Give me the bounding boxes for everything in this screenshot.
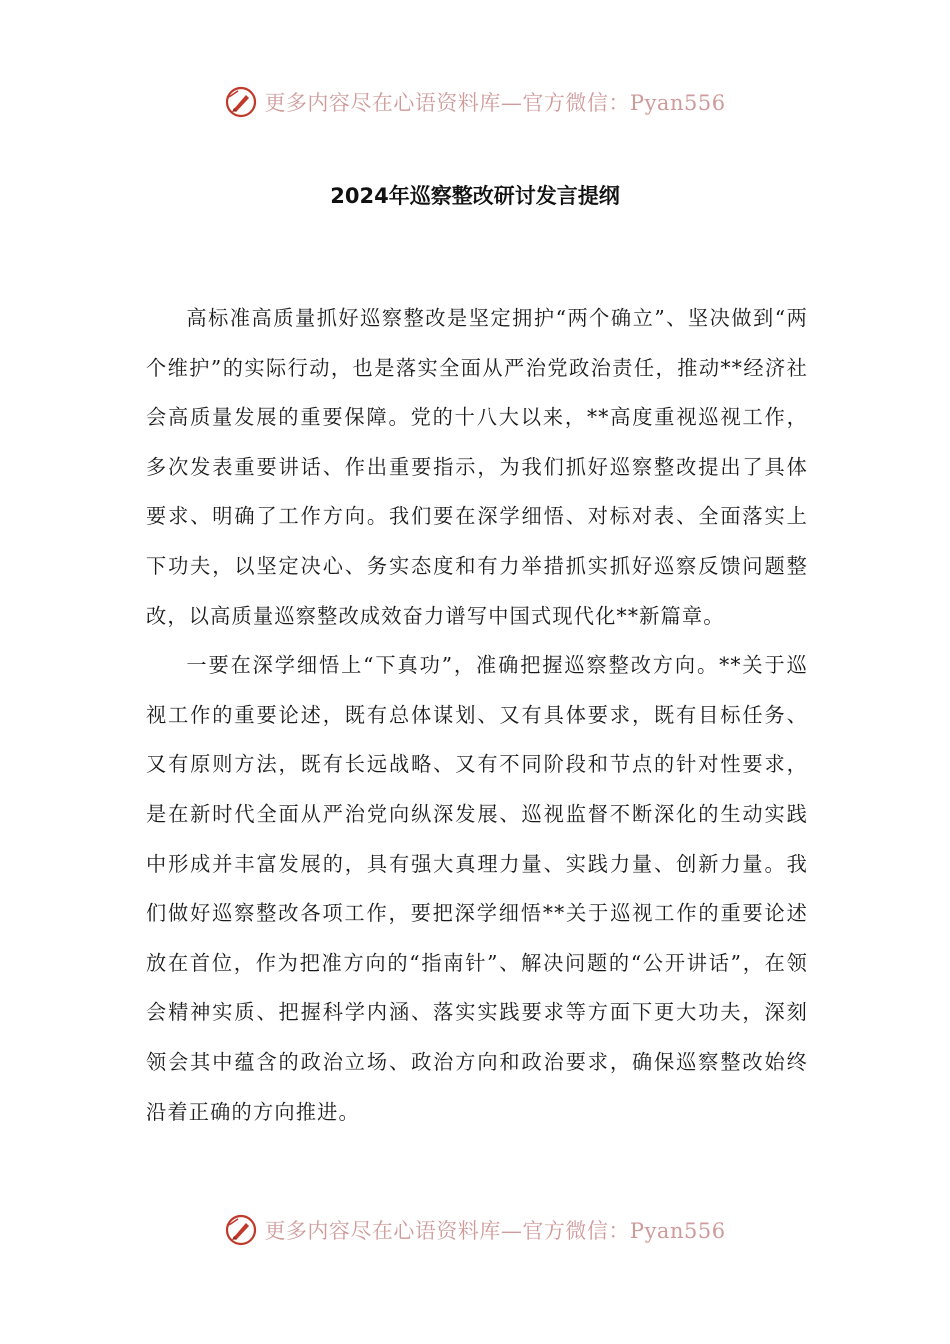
header-watermark-banner: [0, 80, 950, 124]
footer-watermark-text: 更多内容尽在心语资料库—官方微信：Pyan556: [264, 1219, 726, 1243]
body-paragraph-2: 一要在深学细悟上“下真功”，准确把握巡察整改方向。**关于巡视工作的重要论述，既有总体谋划、又有具体要求，既有目标任务、又有原则方法，既有长远战略、又有不同阶段和节点的针对性要求，是在新时代全面从严治党向纵深发展、巡视监督不断深化的生动实践中形成并丰富发展的，具有强大真理力量、实践力量、创新力量。我们做好巡察整改各项工作，要把深学细悟**关于巡视工作的重要论述放在首位，作为把准方向的“指南针”、解决问题的“公开讲话”，在领会精神实质、把握科学内涵、落实实践要求等方面下更大功夫，深刻领会其中蕴含的政治立场、政治方向和政治要求，确保巡察整改始终沿着正确的方向推进。: [146, 653, 808, 1124]
document-title: 2024年巡察整改研讨发言提纲: [330, 184, 620, 208]
body-paragraph-1: 高标准高质量抓好巡察整改是坚定拥护“两个确立”、坚决做到“两个维护”的实际行动，也是落实全面从严治党政治责任，推动**经济社会高质量发展的重要保障。党的十八大以来，**高度重视巡视工作，多次发表重要讲话、作出重要指示，为我们抓好巡察整改提出了具体要求、明确了工作方向。我们要在深学细悟、对标对表、全面落实上下功夫，以坚定决心、务实态度和有力举措抓实抓好巡察反馈问题整改，以高质量巡察整改成效奋力谱写中国式现代化**新篇章。: [146, 306, 808, 628]
footer-watermark-banner: [0, 1208, 950, 1252]
document-body: [146, 294, 808, 1137]
header-watermark-text: 更多内容尽在心语资料库—官方微信：Pyan556: [264, 91, 726, 115]
pen-nib-logo-icon: [224, 1213, 258, 1247]
pen-nib-logo-icon: [224, 85, 258, 119]
